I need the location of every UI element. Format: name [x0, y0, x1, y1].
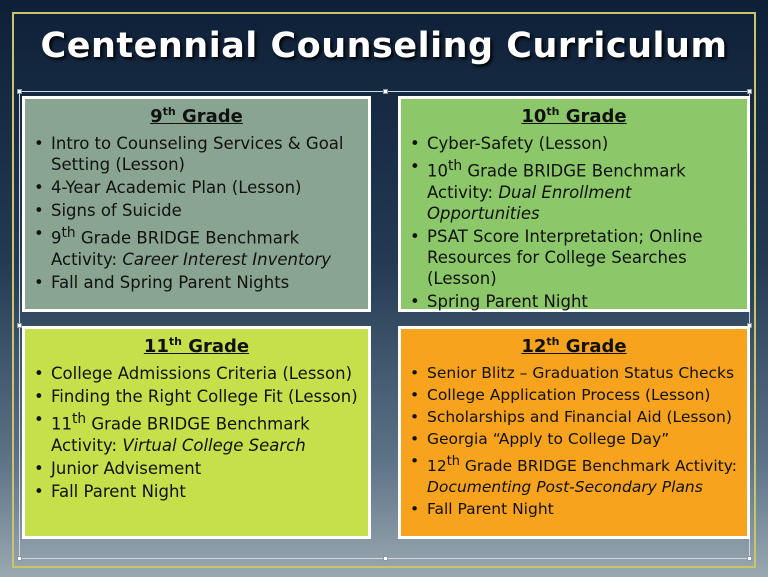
grade-9-box[interactable] [22, 96, 371, 312]
grade-11-heading: 11th Grade [143, 335, 250, 357]
list-item: • Signs of Suicide [51, 200, 360, 221]
list-item: • College Application Process (Lesson) [427, 385, 739, 406]
list-item: • Spring Parent Night [427, 291, 739, 312]
grade-12-heading: 12th Grade [521, 335, 627, 357]
list-item: • Fall Parent Night [51, 481, 360, 502]
resize-handle-bottom-left[interactable] [17, 556, 22, 561]
list-item: • Cyber-Safety (Lesson) [427, 133, 739, 154]
resize-handle-top-right[interactable] [747, 89, 752, 94]
list-item-bridge: • 12th Grade BRIDGE Benchmark Activity: Documenting Post-Secondary Plans [427, 451, 739, 498]
list-item: • Fall and Spring Parent Nights [51, 272, 360, 293]
resize-handle-top-left[interactable] [17, 89, 22, 94]
slide-title: Centennial Counseling Curriculum [40, 26, 728, 66]
list-item: • College Admissions Criteria (Lesson) [51, 363, 360, 384]
resize-handle-bottom-right[interactable] [747, 556, 752, 561]
grade-11-box[interactable] [22, 326, 371, 539]
list-item: • PSAT Score Interpretation; Online Resources for College Searches (Lesson) [427, 226, 739, 289]
grade-10-list [409, 133, 739, 312]
grade-11-list [33, 363, 360, 502]
grade-12-box[interactable] [398, 326, 750, 539]
list-item-bridge: • 10th Grade BRIDGE Benchmark Activity: Dual Enrollment Opportunities [427, 156, 739, 224]
list-item-bridge: • 9th Grade BRIDGE Benchmark Activity: Career Interest Inventory [51, 223, 360, 270]
resize-handle-bottom[interactable] [383, 556, 388, 561]
grade-12-list [409, 363, 739, 520]
list-item: • Senior Blitz – Graduation Status Checks [427, 363, 739, 384]
list-item: • 4-Year Academic Plan (Lesson) [51, 177, 360, 198]
resize-handle-top[interactable] [383, 89, 388, 94]
list-item: • Finding the Right College Fit (Lesson) [51, 386, 360, 407]
grade-10-box[interactable] [398, 96, 750, 312]
grade-9-list [33, 133, 360, 293]
list-item: • Junior Advisement [51, 458, 360, 479]
list-item: • Scholarships and Financial Aid (Lesson) [427, 407, 739, 428]
list-item-bridge: • 11th Grade BRIDGE Benchmark Activity: Virtual College Search [51, 409, 360, 456]
grade-10-heading: 10th Grade [521, 105, 627, 127]
grade-9-heading: 9th Grade [150, 105, 243, 127]
list-item: • Intro to Counseling Services & Goal Setting (Lesson) [51, 133, 360, 175]
list-item: • Fall Parent Night [427, 499, 739, 520]
list-item: • Georgia “Apply to College Day” [427, 429, 739, 450]
